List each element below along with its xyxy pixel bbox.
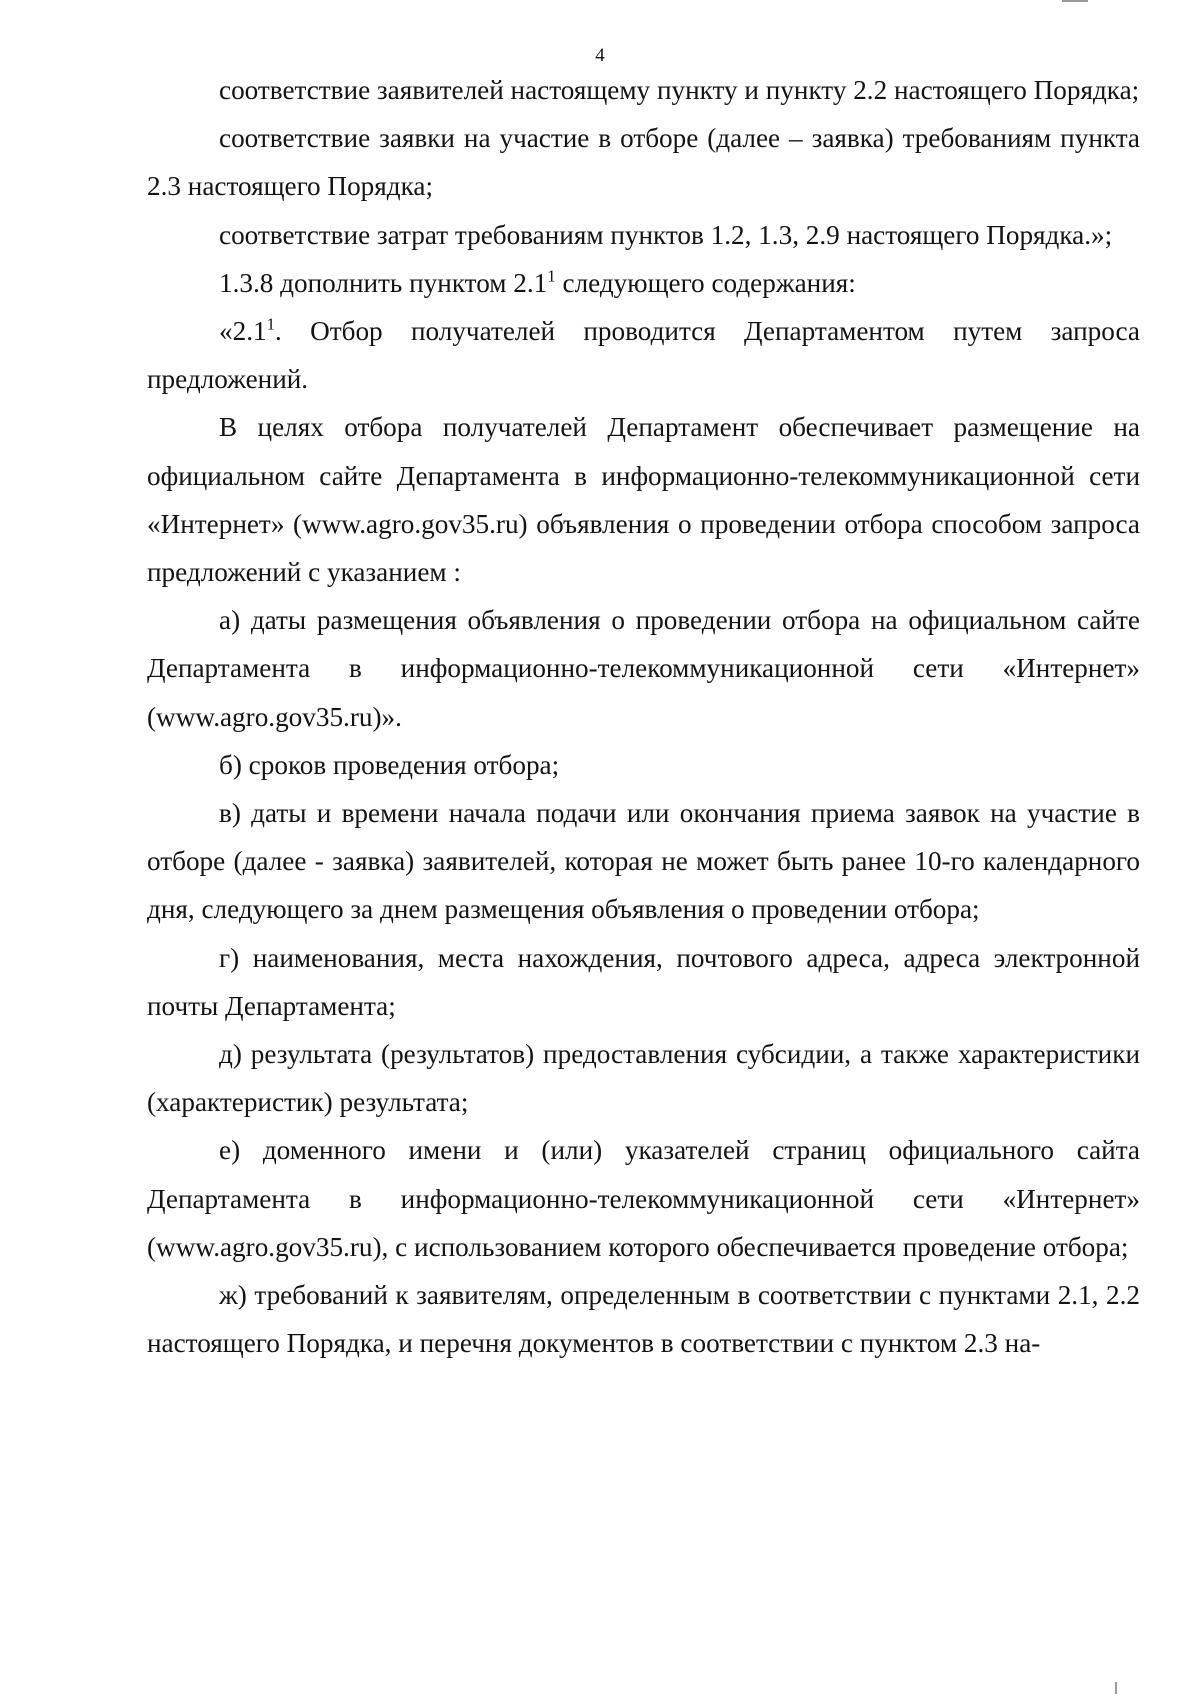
superscript-index: 1 — [266, 314, 276, 334]
scan-edge-mark — [1062, 0, 1088, 2]
clause-number: «2.1 — [219, 316, 267, 347]
scan-edge-mark — [1115, 1682, 1117, 1694]
list-item-zh: ж) требований к заявителям, определенным в соответствии с пунктами 2.1, 2.2 настоящего Порядка, и перечня документов в соответствии с пунктом 2.3 на- — [147, 1280, 1140, 1359]
document-body — [147, 66, 1140, 1367]
paragraph-eligibility-applicants: соответствие заявителей настоящему пункту и пункту 2.2 настоящего Порядка; — [219, 75, 1140, 105]
paragraph-amendment-1-3-8 — [147, 259, 1140, 307]
page-number: 4 — [595, 45, 605, 66]
clause-text: . Отбор получателей проводится Департаментом путем запроса предложений. — [147, 316, 1140, 395]
amendment-text-end: следующего содержания: — [555, 267, 856, 298]
list-item-g: г) наименования, места нахождения, почтового адреса, адреса электронной почты Департамента; — [147, 942, 1140, 1021]
paragraph-application-compliance: соответствие заявки на участие в отборе (далее – заявка) требованиям пункта 2.3 настоящего Порядка; — [147, 123, 1140, 202]
list-item-a: а) даты размещения объявления о проведении отбора на официальном сайте Департамента в информационно-телекоммуникационной сети «Интернет» (www.agro.gov35.ru)». — [147, 605, 1140, 732]
list-item-b: б) сроков проведения отбора; — [219, 749, 560, 780]
list-item-d: д) результата (результатов) предоставления субсидии, а также характеристики (характеристик) результата; — [147, 1039, 1140, 1118]
paragraph-clause-2-1-1 — [147, 307, 1140, 403]
amendment-text-start: 1.3.8 дополнить пунктом 2.1 — [219, 267, 548, 298]
list-item-e: е) доменного имени и (или) указателей страниц официального сайта Департамента в информационно-телекоммуникационной сети «Интернет» (www.agro.gov35.ru), с использованием которого обеспечивается проведение отбора; — [147, 1135, 1140, 1262]
superscript-index: 1 — [547, 266, 556, 286]
paragraph-selection-announcement: В целях отбора получателей Департамент обеспечивает размещение на официальном сайте Департамента в информационно-телекоммуникационной сети «Интернет» (www.agro.gov35.ru) объявления о проведении отбора способом запроса предложений с указанием : — [147, 412, 1140, 588]
list-item-v: в) даты и времени начала подачи или окончания приема заявок на участие в отборе (далее - заявка) заявителей, которая не может быть ранее 10-го календарного дня, следующего за днем размещения объявления о проведении отбора; — [147, 798, 1140, 925]
paragraph-costs-compliance: соответствие затрат требованиям пунктов 1.2, 1.3, 2.9 настоящего Порядка.»; — [219, 219, 1113, 250]
